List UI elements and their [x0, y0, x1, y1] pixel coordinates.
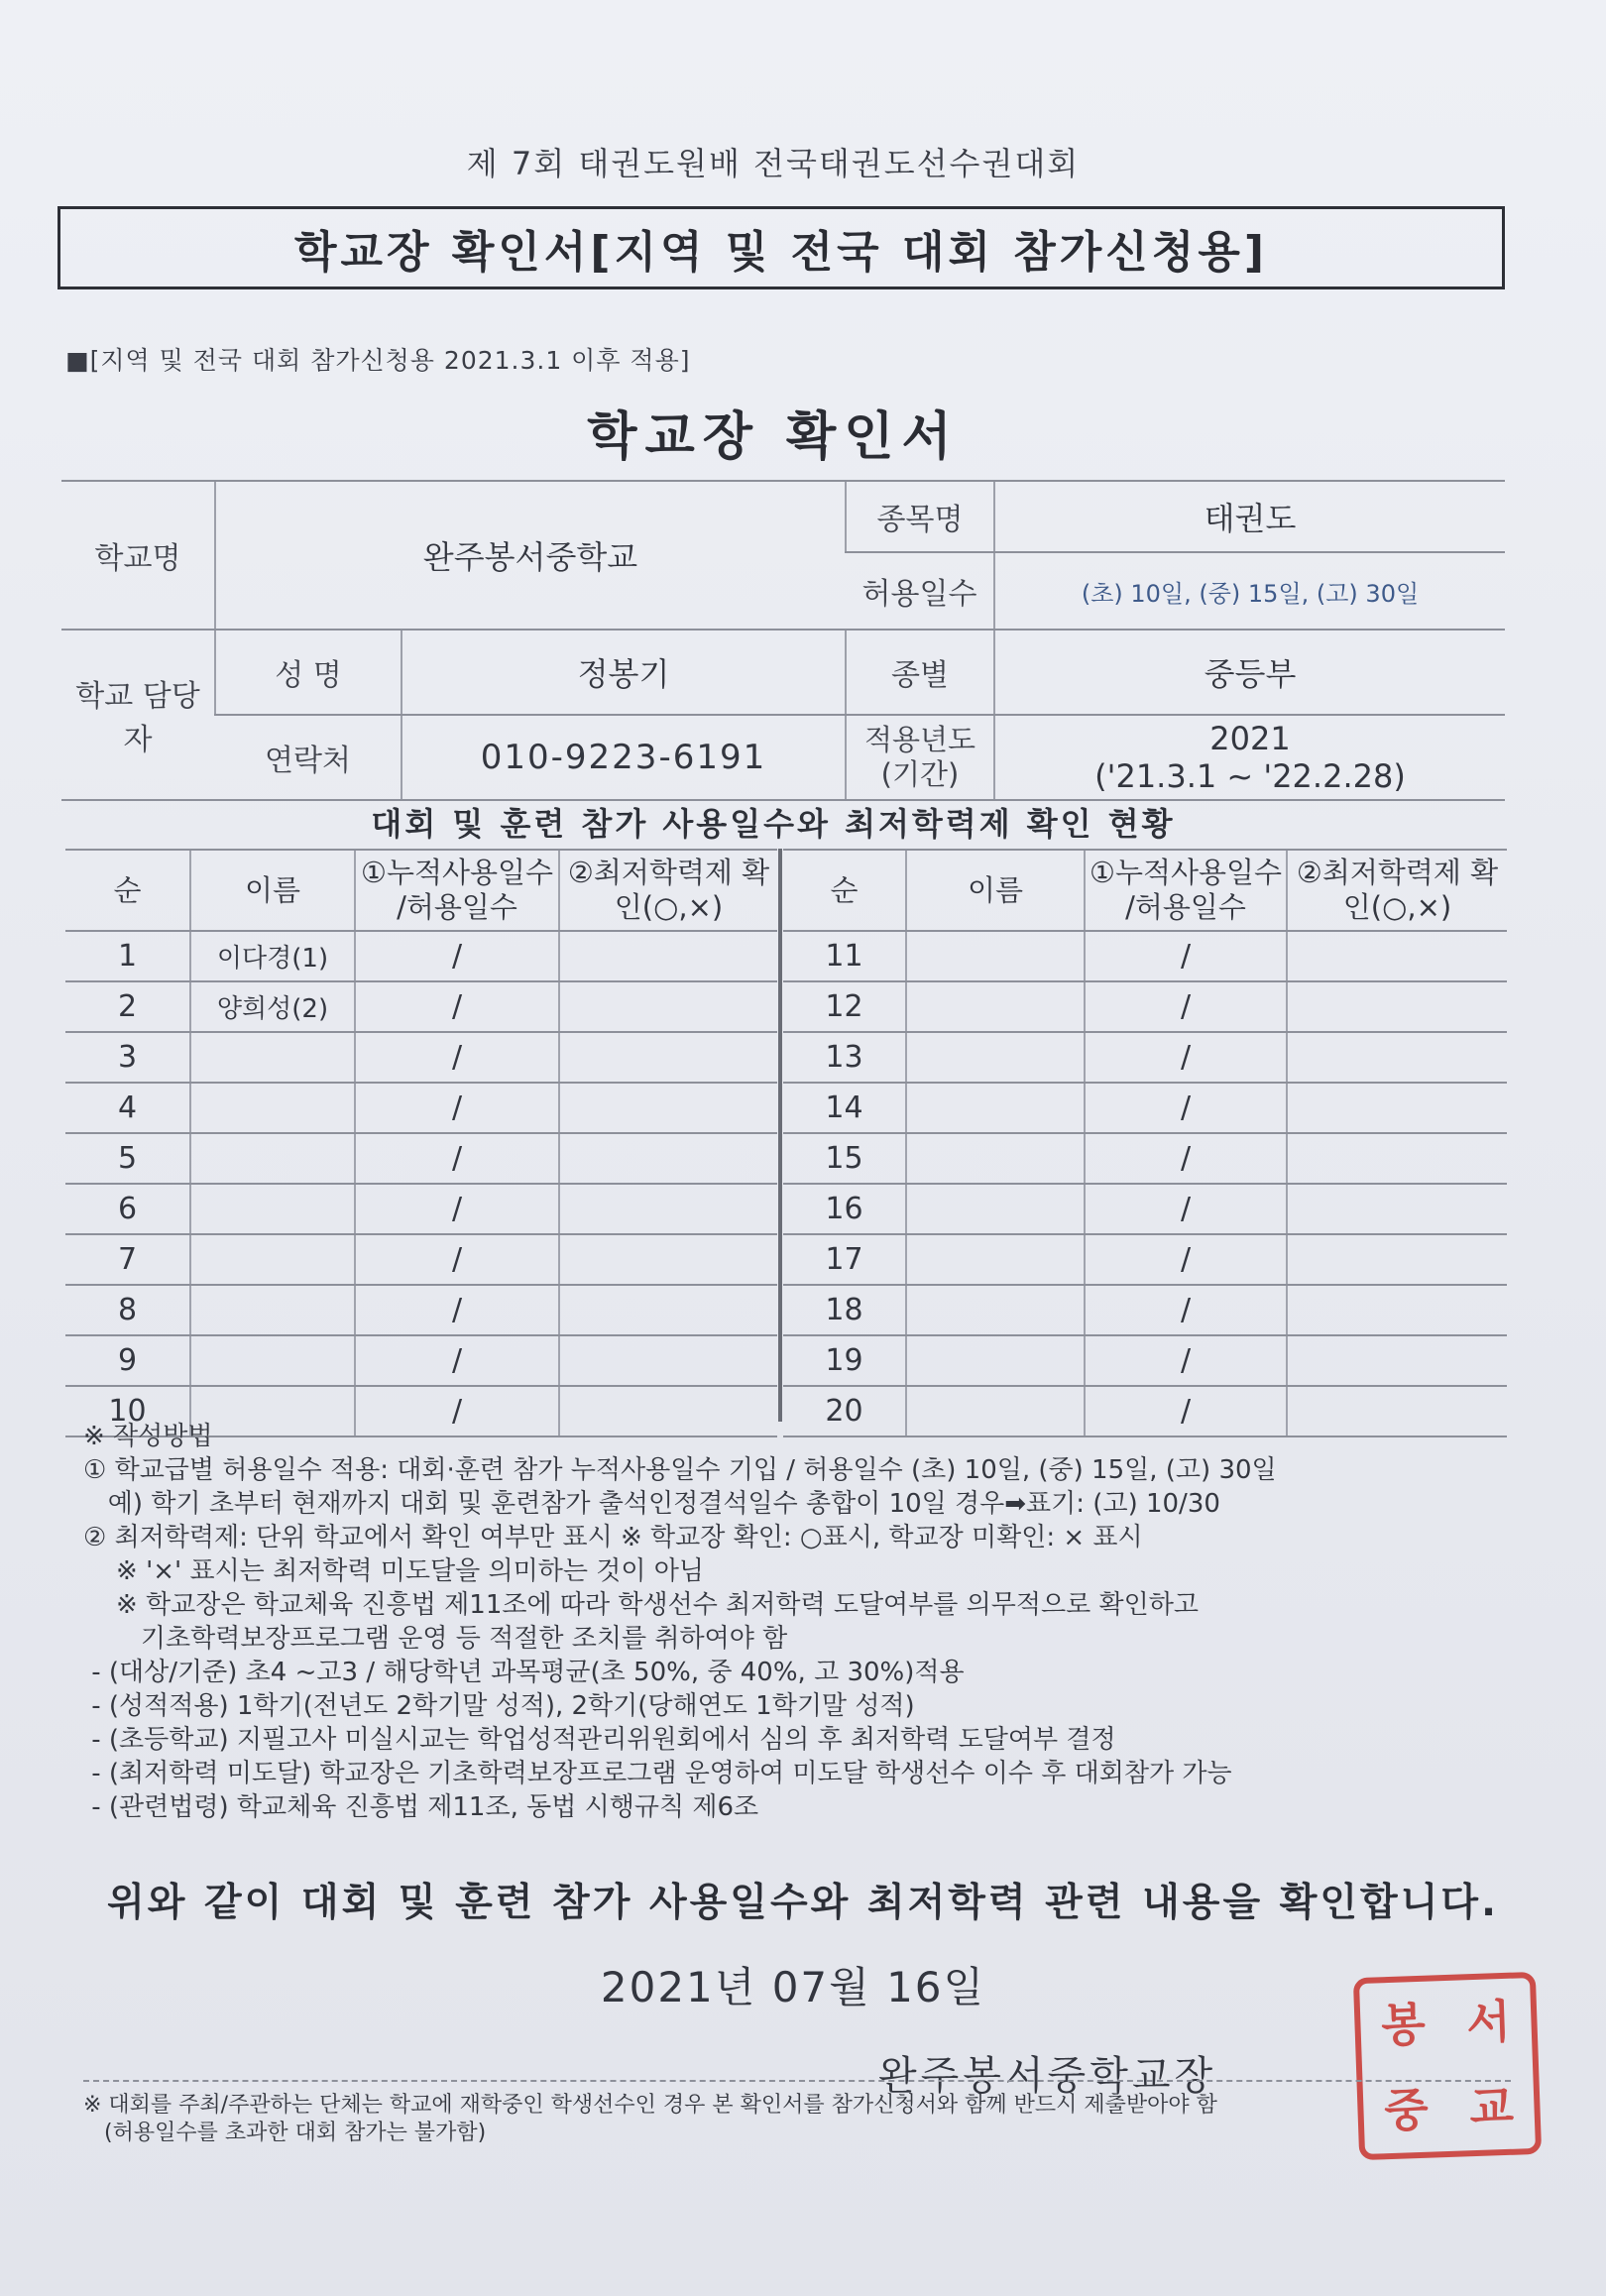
row-number: 17: [783, 1234, 906, 1285]
used-days: /: [355, 1184, 559, 1234]
athlete-row: [783, 1133, 1507, 1184]
instruction-line: ※ '×' 표시는 최저학력 미도달을 의미하는 것이 아님: [83, 1556, 704, 1586]
min-academic-check: [1287, 1133, 1507, 1184]
section-title: 대회 및 훈련 참가 사용일수와 최저학력제 확인 현황: [371, 805, 1176, 843]
used-days: /: [355, 1133, 559, 1184]
row-number: 20: [783, 1386, 906, 1436]
used-days: /: [1085, 1285, 1287, 1335]
min-academic-check: [559, 1285, 777, 1335]
athlete-name: 이다경(1): [190, 931, 355, 981]
athlete-name: [906, 1133, 1085, 1184]
used-days: /: [355, 1386, 559, 1436]
instruction-line: 기초학력보장프로그램 운영 등 적절한 조치를 취하여야 함: [83, 1624, 788, 1654]
year-cell: [994, 715, 1505, 800]
athlete-row: [783, 1184, 1507, 1234]
row-number: 5: [65, 1133, 190, 1184]
instruction-line: ※ 학교장은 학교체육 진흥법 제11조에 따라 학생선수 최저학력 도달여부를 의무적으로 확인하고: [83, 1590, 1199, 1620]
min-academic-check: [559, 1184, 777, 1234]
allowed-days-label: 허용일수: [846, 552, 994, 630]
athlete-name: [190, 1335, 355, 1386]
athlete-row: [783, 981, 1507, 1032]
used-days: /: [1085, 1133, 1287, 1184]
contest-name: 제 7회 태권도원배 전국태권도선수권대회: [466, 145, 1081, 182]
athlete-name: [906, 1184, 1085, 1234]
col-check: ②최저학력제 확인(○,×): [1287, 850, 1507, 931]
used-days: /: [1085, 1083, 1287, 1133]
athlete-row: [65, 1234, 777, 1285]
footnote-line: (허용일수를 초과한 대회 참가는 불가함): [83, 2121, 487, 2145]
used-days: /: [355, 981, 559, 1032]
contact-value: 010-9223-6191: [402, 715, 846, 800]
row-number: 10: [65, 1386, 190, 1436]
min-academic-check: [1287, 1335, 1507, 1386]
form-title: 학교장 확인서[지역 및 전국 대회 참가신청용]: [57, 206, 1505, 289]
seal-character: 교: [1468, 2079, 1515, 2135]
school-info-table: [61, 480, 1505, 801]
min-academic-check: [559, 1335, 777, 1386]
athlete-row: [65, 1133, 777, 1184]
athlete-row: [783, 1083, 1507, 1133]
footnote-line: ※ 대회를 주최/주관하는 단체는 학교에 재학중인 학생선수인 경우 본 확인서를 참가신청서와 함께 반드시 제출받아야 함: [83, 2093, 1217, 2118]
row-number: 7: [65, 1234, 190, 1285]
division-label: 종별: [846, 630, 994, 715]
athlete-name: [906, 1234, 1085, 1285]
used-days: /: [355, 1285, 559, 1335]
athlete-name: [190, 1032, 355, 1083]
document-date: 2021년 07월 16일: [600, 1963, 986, 2011]
instruction-line: - (최저학력 미도달) 학교장은 기초학력보장프로그램 운영하여 미도달 학생선수 이수 후 대회참가 가능: [83, 1759, 1232, 1788]
used-days: /: [1085, 1184, 1287, 1234]
apply-note: ■[지역 및 전국 대회 참가신청용 2021.3.1 이후 적용]: [65, 346, 691, 375]
row-number: 1: [65, 931, 190, 981]
contact-label: 연락처: [215, 715, 402, 800]
athlete-row: [65, 981, 777, 1032]
min-academic-check: [1287, 1285, 1507, 1335]
col-no: 순: [783, 850, 906, 931]
manager-name-value: 정봉기: [402, 630, 846, 715]
row-number: 3: [65, 1032, 190, 1083]
row-number: 13: [783, 1032, 906, 1083]
division-value: 중등부: [994, 630, 1505, 715]
athlete-name: [190, 1083, 355, 1133]
allowed-days-value: (초) 10일, (중) 15일, (고) 30일: [994, 552, 1505, 630]
min-academic-check: [1287, 1032, 1507, 1083]
min-academic-check: [1287, 931, 1507, 981]
col-check: ②최저학력제 확인(○,×): [559, 850, 777, 931]
year-label: 적용년도 (기간): [846, 715, 994, 800]
col-days: ①누적사용일수 /허용일수: [355, 850, 559, 931]
row-number: 18: [783, 1285, 906, 1335]
row-number: 8: [65, 1285, 190, 1335]
min-academic-check: [559, 1083, 777, 1133]
min-academic-check: [559, 1234, 777, 1285]
row-number: 2: [65, 981, 190, 1032]
principal-signature: 완주봉서중학교장: [878, 2053, 1217, 2099]
athlete-row: [65, 1184, 777, 1234]
athlete-name: [190, 1285, 355, 1335]
min-academic-check: [1287, 1184, 1507, 1234]
event-value: 태권도: [994, 481, 1505, 552]
manager-label: 학교 담당자: [61, 630, 215, 800]
min-academic-check: [559, 1032, 777, 1083]
footnote: [83, 2080, 1511, 2147]
athlete-row: [65, 931, 777, 981]
col-name: 이름: [906, 850, 1085, 931]
athlete-row: [783, 1032, 1507, 1083]
row-number: 4: [65, 1083, 190, 1133]
athlete-row: [65, 1285, 777, 1335]
used-days: /: [355, 1234, 559, 1285]
athlete-name: [906, 1032, 1085, 1083]
event-label: 종목명: [846, 481, 994, 552]
used-days: /: [1085, 1386, 1287, 1436]
used-days: /: [355, 1083, 559, 1133]
row-number: 19: [783, 1335, 906, 1386]
instruction-line: - (초등학교) 지필고사 미실시교는 학업성적관리위원회에서 심의 후 최저학력 도달여부 결정: [83, 1725, 1116, 1755]
main-title: 학교장 확인서: [587, 407, 960, 467]
col-no: 순: [65, 850, 190, 931]
seal-character: 중: [1383, 2082, 1430, 2138]
athlete-row: [783, 931, 1507, 981]
athlete-name: 양희성(2): [190, 981, 355, 1032]
used-days: /: [1085, 1335, 1287, 1386]
athlete-name: [906, 1285, 1085, 1335]
athlete-name: [190, 1184, 355, 1234]
athlete-row: [783, 1335, 1507, 1386]
table-divider: [778, 849, 782, 1422]
school-name-label: 학교명: [61, 481, 215, 630]
athlete-row: [65, 1083, 777, 1133]
min-academic-check: [1287, 981, 1507, 1032]
used-days: /: [355, 1335, 559, 1386]
athlete-row: [65, 1032, 777, 1083]
min-academic-check: [559, 931, 777, 981]
instructions: [83, 1420, 1511, 1824]
used-days: /: [1085, 1234, 1287, 1285]
used-days: /: [1085, 1032, 1287, 1083]
min-academic-check: [1287, 1083, 1507, 1133]
manager-name-label: 성 명: [215, 630, 402, 715]
instruction-line: - (관련법령) 학교체육 진흥법 제11조, 동법 시행규칙 제6조: [83, 1792, 759, 1822]
instruction-line: 예) 학기 초부터 현재까지 대회 및 훈련참가 출석인정결석일수 총합이 10일 경우➡표기: (고) 10/30: [83, 1489, 1220, 1519]
col-days: ①누적사용일수 /허용일수: [1085, 850, 1287, 931]
instruction-line: - (성적적용) 1학기(전년도 2학기말 성적), 2학기(당해연도 1학기말 성적): [83, 1691, 915, 1721]
year-value: 2021: [1209, 719, 1291, 757]
athlete-name: [190, 1133, 355, 1184]
used-days: /: [1085, 931, 1287, 981]
athlete-name: [906, 981, 1085, 1032]
seal-character: 서: [1465, 1994, 1512, 2050]
athlete-table-right: [783, 849, 1507, 1437]
instruction-line: ① 학교급별 허용일수 적용: 대회·훈련 참가 누적사용일수 기입 / 허용일수 (초) 10일, (중) 15일, (고) 30일: [83, 1455, 1277, 1485]
athlete-row: [65, 1335, 777, 1386]
row-number: 12: [783, 981, 906, 1032]
row-number: 11: [783, 931, 906, 981]
athlete-row: [783, 1234, 1507, 1285]
athlete-name: [906, 1335, 1085, 1386]
instruction-line: ② 최저학력제: 단위 학교에서 확인 여부만 표시 ※ 학교장 확인: ○표시, 학교장 미확인: × 표시: [83, 1523, 1143, 1552]
athlete-name: [906, 931, 1085, 981]
used-days: /: [355, 1032, 559, 1083]
min-academic-check: [559, 981, 777, 1032]
seal-character: 봉: [1380, 1997, 1427, 2053]
row-number: 15: [783, 1133, 906, 1184]
school-name-value: 완주봉서중학교: [215, 481, 846, 630]
athlete-row: [783, 1285, 1507, 1335]
used-days: /: [1085, 981, 1287, 1032]
athlete-name: [190, 1234, 355, 1285]
min-academic-check: [1287, 1234, 1507, 1285]
used-days: /: [355, 931, 559, 981]
row-number: 6: [65, 1184, 190, 1234]
min-academic-check: [559, 1133, 777, 1184]
row-number: 9: [65, 1335, 190, 1386]
row-number: 16: [783, 1184, 906, 1234]
col-name: 이름: [190, 850, 355, 931]
instruction-line: ※ 작성방법: [83, 1422, 213, 1451]
athlete-name: [906, 1083, 1085, 1133]
athlete-table-left: [65, 849, 777, 1437]
instruction-line: - (대상/기준) 초4 ~고3 / 해당학년 과목평균(초 50%, 중 40%, 고 30%)적용: [83, 1658, 965, 1687]
row-number: 14: [783, 1083, 906, 1133]
confirmation-statement: 위와 같이 대회 및 훈련 참가 사용일수와 최저학력 관련 내용을 확인합니다.: [107, 1881, 1499, 1925]
period-value: ('21.3.1 ~ '22.2.28): [1094, 757, 1406, 795]
